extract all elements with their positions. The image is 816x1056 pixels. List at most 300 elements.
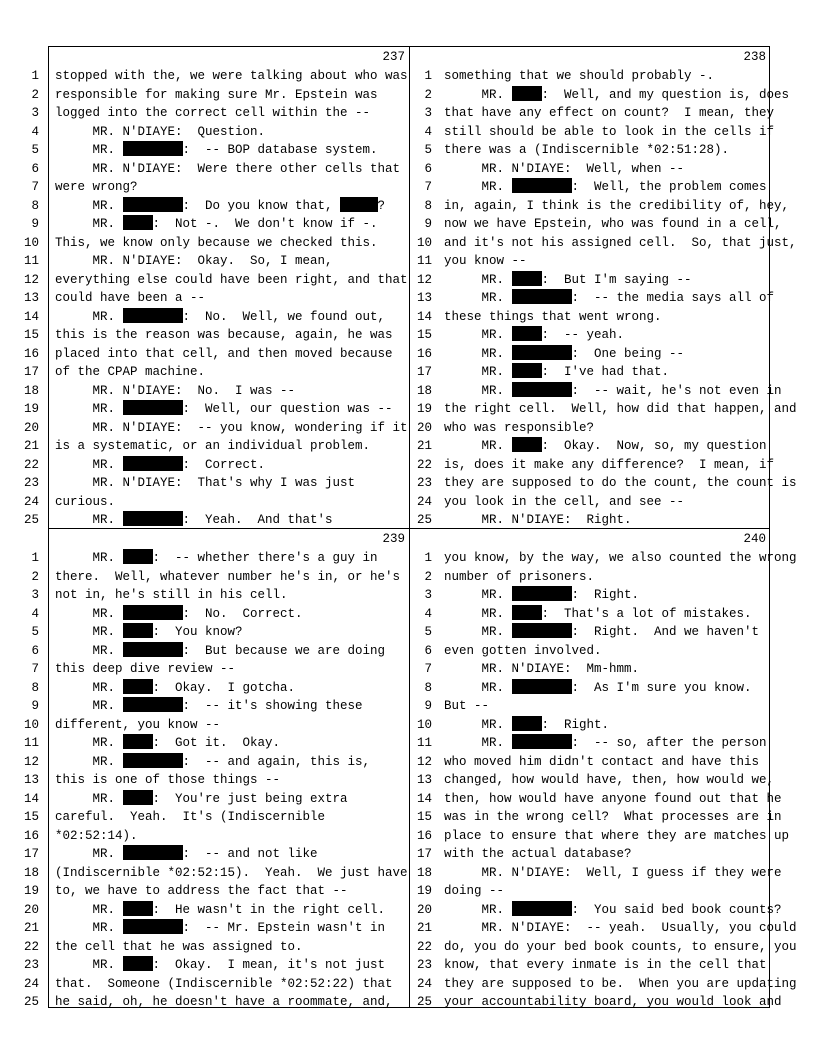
transcript-line: [410, 123, 775, 142]
page-lines: [23, 549, 409, 1012]
line-number: 20: [416, 902, 432, 917]
line-number: 8: [31, 198, 39, 213]
transcript-line: [410, 808, 782, 827]
transcript-line: [31, 160, 409, 179]
transcript-line: [410, 456, 775, 475]
line-text: MR. : -- wait, he's not even in: [444, 383, 782, 398]
transcript-line: [410, 382, 782, 401]
redaction-bar: [512, 178, 572, 193]
transcript-line: [410, 215, 782, 234]
line-text: these things that went wrong.: [444, 309, 662, 324]
line-number: 15: [416, 328, 432, 342]
redaction-bar: [512, 363, 542, 378]
transcript-line: [31, 197, 409, 216]
redaction-bar: [512, 679, 572, 694]
line-text: the right cell. Well, how did that happen, and: [444, 402, 797, 416]
transcript-line: [31, 104, 409, 123]
line-number: 15: [23, 810, 39, 824]
transcript-line: [410, 771, 775, 790]
redaction-bar: [512, 716, 542, 731]
line-text: MR. N'DIAYE: That's why I was just: [55, 476, 356, 490]
transcript-line: [31, 623, 409, 642]
transcript-line: [410, 345, 770, 364]
transcript-line: [23, 308, 409, 327]
line-text: MR. : -- BOP database system.: [55, 143, 378, 157]
line-text: curious.: [55, 494, 116, 509]
transcript-line: [23, 938, 409, 957]
line-text: stopped with the, we were talking about who was: [55, 69, 408, 83]
redaction-bar: [123, 215, 153, 230]
transcript-line: [23, 400, 409, 419]
line-text: MR. : Got it. Okay.: [55, 736, 281, 750]
line-text: placed into that cell, and then moved because: [55, 346, 393, 361]
transcript-line: [31, 549, 409, 568]
line-number: 16: [23, 346, 39, 361]
line-number: 5: [31, 143, 39, 157]
transcript-line: [410, 419, 770, 438]
transcript-line: [23, 808, 409, 827]
redaction-bar: [123, 697, 183, 712]
line-number: 9: [424, 217, 432, 231]
transcript-line: [31, 660, 409, 679]
transcript-line: [31, 67, 409, 86]
line-number: 2: [424, 87, 432, 102]
line-number: 20: [23, 902, 39, 917]
line-number: 14: [416, 791, 432, 806]
redaction-bar: [123, 790, 153, 805]
transcript-line: [23, 845, 409, 864]
line-number: 8: [424, 198, 432, 213]
line-number: 1: [424, 551, 432, 565]
line-text: But --: [444, 699, 490, 713]
redaction-bar: [123, 456, 183, 471]
line-number: 4: [31, 124, 39, 139]
transcript-line: [23, 493, 409, 512]
line-number: 10: [416, 717, 432, 732]
redaction-bar: [123, 605, 183, 620]
line-text: MR. N'DIAYE: -- you know, wondering if it: [55, 420, 408, 435]
line-number: 9: [31, 699, 39, 713]
redaction-bar: [123, 919, 183, 934]
transcript-line: [23, 734, 409, 753]
line-text: could have been a --: [55, 291, 206, 305]
line-number: 14: [23, 309, 39, 324]
line-number: 22: [416, 939, 432, 954]
line-number: 7: [424, 180, 432, 194]
line-number: 24: [416, 976, 432, 991]
line-text: MR. : -- and again, this is,: [55, 754, 371, 769]
line-text: MR. : -- the media says all of: [444, 291, 775, 305]
transcript-line: [31, 697, 409, 716]
transcript-line: [23, 511, 409, 530]
line-text: different, you know --: [55, 717, 221, 732]
line-text: MR. : Okay. Now, so, my question: [444, 439, 767, 453]
line-number: 5: [31, 625, 39, 639]
line-number: 10: [23, 717, 39, 732]
line-number: 22: [23, 939, 39, 954]
redaction-bar: [123, 549, 153, 564]
line-text: know, that every inmate is in the cell that: [444, 958, 767, 972]
line-text: MR. : Right.: [444, 588, 640, 602]
line-number: 8: [31, 680, 39, 695]
line-number: 21: [416, 921, 432, 935]
transcript-line: [23, 827, 409, 846]
redaction-bar: [123, 511, 183, 526]
line-text: who moved him didn't contact and have this: [444, 754, 760, 769]
transcript-line: [410, 234, 797, 253]
line-number: 13: [416, 773, 432, 787]
line-number: 22: [416, 457, 432, 472]
transcript-line: [410, 493, 770, 512]
transcript-line: [410, 308, 770, 327]
transcript-line: [23, 456, 409, 475]
line-number: 23: [416, 958, 432, 972]
transcript-line: [410, 975, 797, 994]
line-text: MR. N'DIAYE: Question.: [55, 124, 266, 139]
redaction-bar: [512, 289, 572, 304]
line-number: 1: [31, 551, 39, 565]
redaction-bar: [512, 586, 572, 601]
line-number: 4: [424, 124, 432, 139]
line-text: you know --: [444, 254, 527, 268]
line-text: MR. : Well, and my question is, does: [444, 87, 790, 102]
line-text: logged into the correct cell within the --: [55, 106, 371, 120]
line-number: 13: [23, 773, 39, 787]
transcript-line: [23, 437, 409, 456]
redaction-bar: [123, 642, 183, 657]
line-text: (Indiscernible *02:52:15). Yeah. We just have: [55, 865, 408, 880]
line-number: 3: [424, 588, 432, 602]
line-number: 14: [23, 791, 39, 806]
redaction-bar: [512, 605, 542, 620]
transcript-page: [410, 529, 797, 1009]
line-text: MR. : That's a lot of mistakes.: [444, 606, 752, 621]
line-text: this is one of those things --: [55, 773, 281, 787]
transcript-line: [31, 642, 409, 661]
line-text: now we have Epstein, who was found in a cell,: [444, 217, 782, 231]
line-text: MR. N'DIAYE: Mm-hmm.: [444, 662, 640, 676]
line-text: MR. : You said bed book counts?: [444, 902, 782, 917]
redaction-bar: [123, 308, 183, 323]
redaction-bar: [123, 141, 183, 156]
line-text: who was responsible?: [444, 420, 595, 435]
transcript-line: [410, 919, 797, 938]
line-number: 6: [31, 161, 39, 176]
line-number: 23: [23, 476, 39, 490]
transcript-line: [410, 716, 770, 735]
transcript-line: [23, 289, 409, 308]
redaction-bar: [512, 271, 542, 286]
transcript-line: [410, 882, 770, 901]
transcript-line: [23, 363, 409, 382]
line-text: there. Well, whatever number he's in, or he's: [55, 569, 401, 584]
line-number: 18: [23, 383, 39, 398]
transcript-line: [31, 141, 409, 160]
line-number: 25: [23, 513, 39, 527]
line-number: 20: [416, 420, 432, 435]
line-number: 23: [23, 958, 39, 972]
line-number: 16: [416, 828, 432, 843]
line-number: 7: [31, 180, 39, 194]
line-text: with the actual database?: [444, 847, 632, 861]
transcript-line: [23, 271, 409, 290]
line-number: 2: [424, 569, 432, 584]
transcript-line: [410, 605, 770, 624]
line-text: responsible for making sure Mr. Epstein was: [55, 87, 378, 102]
transcript-line: [410, 790, 782, 809]
transcript-line: [410, 437, 770, 456]
line-number: 12: [416, 272, 432, 287]
line-text: MR. : Yeah. And that's: [55, 513, 333, 527]
line-number: 1: [424, 69, 432, 83]
transcript-line: [410, 104, 775, 123]
line-text: MR. : Not -. We don't know if -.: [55, 217, 378, 231]
line-text: place to ensure that where they are matches up: [444, 828, 790, 843]
line-text: you look in the cell, and see --: [444, 494, 685, 509]
redaction-bar: [123, 734, 153, 749]
line-number: 1: [31, 69, 39, 83]
line-text: MR. : Okay. I mean, it's not just: [55, 958, 386, 972]
line-text: is, does it make any difference? I mean, if: [444, 457, 775, 472]
line-text: MR. N'DIAYE: Okay. So, I mean,: [55, 254, 333, 268]
transcript-line: [410, 660, 770, 679]
redaction-bar: [512, 345, 572, 360]
line-number: 5: [424, 625, 432, 639]
redaction-bar: [123, 956, 153, 971]
transcript-line: [23, 771, 409, 790]
line-number: 3: [424, 106, 432, 120]
line-text: MR. N'DIAYE: No. I was --: [55, 383, 296, 398]
transcript-line: [23, 901, 409, 920]
line-text: MR. : You're just being extra: [55, 791, 348, 806]
redaction-bar: [512, 623, 572, 638]
transcript-line: [410, 586, 770, 605]
line-number: 11: [23, 736, 39, 750]
line-text: he said, oh, he doesn't have a roommate, and,: [55, 995, 393, 1009]
line-text: do, you do your bed book counts, to ensure, you: [444, 939, 797, 954]
line-text: MR. N'DIAYE: Were there other cells that: [55, 161, 401, 176]
transcript-line: [31, 123, 409, 142]
transcript-line: [410, 67, 770, 86]
line-text: MR. : Okay. I gotcha.: [55, 680, 296, 695]
line-number: 2: [31, 569, 39, 584]
transcript-line: [410, 956, 770, 975]
transcript-line: [23, 382, 409, 401]
transcript-line: [23, 326, 409, 345]
line-text: MR. : But I'm saying --: [444, 272, 692, 287]
line-text: MR. : Right. And we haven't: [444, 625, 760, 639]
transcript-line: [410, 326, 770, 345]
transcript-line: [410, 141, 770, 160]
transcript-line: [410, 252, 770, 271]
transcript-line: [410, 289, 775, 308]
transcript-line: [23, 419, 409, 438]
line-text: even gotten involved.: [444, 643, 602, 658]
redaction-bar: [512, 86, 542, 101]
line-text: is a systematic, or an individual problem.: [55, 439, 371, 453]
transcript-line: [31, 215, 409, 234]
line-number: 11: [416, 254, 432, 268]
line-text: MR. : Well, our question was --: [55, 402, 393, 416]
line-text: MR. : You know?: [55, 625, 243, 639]
line-text: to, we have to address the fact that --: [55, 884, 348, 898]
line-number: 21: [23, 439, 39, 453]
transcript-line: [23, 993, 409, 1012]
line-text: in, again, I think is the credibility of, hey,: [444, 198, 790, 213]
transcript-line: [410, 993, 782, 1012]
line-number: 7: [424, 662, 432, 676]
transcript-line: [23, 864, 409, 883]
line-number: 18: [416, 865, 432, 880]
line-number: 16: [416, 346, 432, 361]
transcript-line: [31, 178, 409, 197]
redaction-bar: [512, 326, 542, 341]
transcript-line: [23, 753, 409, 772]
redaction-bar: [512, 901, 572, 916]
transcript-line: [23, 790, 409, 809]
transcript-line: [410, 827, 790, 846]
line-text: MR. : -- Mr. Epstein wasn't in: [55, 921, 386, 935]
transcript-line: [410, 568, 770, 587]
line-number: 24: [23, 976, 39, 991]
line-text: MR. : -- whether there's a guy in: [55, 551, 378, 565]
line-text: still should be able to look in the cells if: [444, 124, 775, 139]
line-number: 4: [31, 606, 39, 621]
line-number: 17: [23, 365, 39, 379]
line-number: 12: [23, 754, 39, 769]
redaction-bar: [340, 197, 378, 212]
line-number: 14: [416, 309, 432, 324]
line-text: changed, how would have, then, how would we,: [444, 773, 775, 787]
line-text: doing --: [444, 884, 505, 898]
page-lines: [410, 549, 797, 1012]
line-text: MR. : I've had that.: [444, 365, 670, 379]
transcript-page: [23, 47, 409, 527]
line-number: 9: [31, 217, 39, 231]
line-number: 11: [416, 736, 432, 750]
transcript-page: [23, 529, 409, 1009]
line-number: 6: [424, 161, 432, 176]
transcript-line: [31, 86, 409, 105]
line-number: 19: [416, 402, 432, 416]
redaction-bar: [512, 382, 572, 397]
line-text: *02:52:14).: [55, 828, 138, 843]
line-text: MR. : But because we are doing: [55, 643, 386, 658]
line-text: you know, by the way, we also counted the wrong: [444, 551, 797, 565]
line-text: MR. : As I'm sure you know.: [444, 680, 752, 695]
line-text: this is the reason was because, again, he was: [55, 328, 393, 342]
redaction-bar: [123, 679, 153, 694]
line-number: 10: [416, 235, 432, 250]
line-number: 25: [23, 995, 39, 1009]
transcript-line: [31, 679, 409, 698]
line-number: 6: [424, 643, 432, 658]
line-text: MR. : -- and not like: [55, 847, 318, 861]
transcript-line: [410, 511, 770, 530]
transcript-line: [410, 474, 797, 493]
line-text: MR. : One being --: [444, 346, 685, 361]
transcript-line: [410, 197, 790, 216]
line-text: were wrong?: [55, 180, 138, 194]
transcript-line: [23, 716, 409, 735]
transcript-line: [410, 160, 770, 179]
transcript-line: [410, 734, 770, 753]
line-text: MR. : No. Correct.: [55, 606, 303, 621]
line-text: that. Someone (Indiscernible *02:52:22) that: [55, 976, 393, 991]
line-number: 18: [416, 383, 432, 398]
redaction-bar: [512, 437, 542, 452]
redaction-bar: [123, 901, 153, 916]
line-number: 17: [416, 847, 432, 861]
line-text: MR. : Right.: [444, 717, 610, 732]
line-text: and it's not his assigned cell. So, that just,: [444, 235, 797, 250]
line-number: 6: [31, 643, 39, 658]
redaction-bar: [123, 845, 183, 860]
line-text: MR. N'DIAYE: Well, when --: [444, 161, 685, 176]
line-text: they are supposed to be. When you are updating: [444, 976, 797, 991]
line-text: MR. : He wasn't in the right cell.: [55, 902, 386, 917]
line-number: 17: [416, 365, 432, 379]
line-number: 21: [23, 921, 39, 935]
line-number: 12: [416, 754, 432, 769]
redaction-bar: [123, 753, 183, 768]
line-number: 21: [416, 439, 432, 453]
redaction-bar: [123, 400, 183, 415]
line-text: number of prisoners.: [444, 569, 595, 584]
transcript-line: [410, 400, 797, 419]
line-text: MR. : Do you know that, ?: [55, 198, 386, 213]
line-text: MR. : -- yeah.: [444, 328, 625, 342]
transcript-line: [410, 86, 790, 105]
transcript-line: [410, 697, 770, 716]
line-number: 5: [424, 143, 432, 157]
line-number: 15: [23, 328, 39, 342]
line-text: MR. : Well, the problem comes: [444, 180, 767, 194]
transcript-page: [410, 47, 797, 527]
line-number: 24: [416, 494, 432, 509]
line-number: 16: [23, 828, 39, 843]
redaction-bar: [512, 734, 572, 749]
line-number: 12: [23, 272, 39, 287]
line-text: was in the wrong cell? What processes are in: [444, 810, 782, 824]
line-number: 9: [424, 699, 432, 713]
line-number: 13: [23, 291, 39, 305]
line-number: 7: [31, 662, 39, 676]
line-number: 11: [23, 254, 39, 268]
line-number: 25: [416, 513, 432, 527]
line-text: MR. : Correct.: [55, 457, 266, 472]
line-text: they are supposed to do the count, the count is: [444, 476, 797, 490]
line-text: not in, he's still in his cell.: [55, 588, 288, 602]
transcript-line: [23, 345, 409, 364]
transcript-line: [23, 975, 409, 994]
line-number: 20: [23, 420, 39, 435]
line-text: something that we should probably -.: [444, 69, 715, 83]
line-text: careful. Yeah. It's (Indiscernible: [55, 810, 326, 824]
page-lines: [410, 67, 797, 530]
transcript-line: [410, 845, 770, 864]
transcript-line: [410, 864, 782, 883]
transcript-line: [31, 568, 409, 587]
line-number: 3: [31, 106, 39, 120]
line-text: this deep dive review --: [55, 662, 236, 676]
line-number: 19: [23, 884, 39, 898]
line-text: then, how would have anyone found out that he: [444, 791, 782, 806]
line-text: MR. : No. Well, we found out,: [55, 309, 386, 324]
transcript-line: [31, 586, 409, 605]
line-number: 23: [416, 476, 432, 490]
line-text: of the CPAP machine.: [55, 365, 206, 379]
